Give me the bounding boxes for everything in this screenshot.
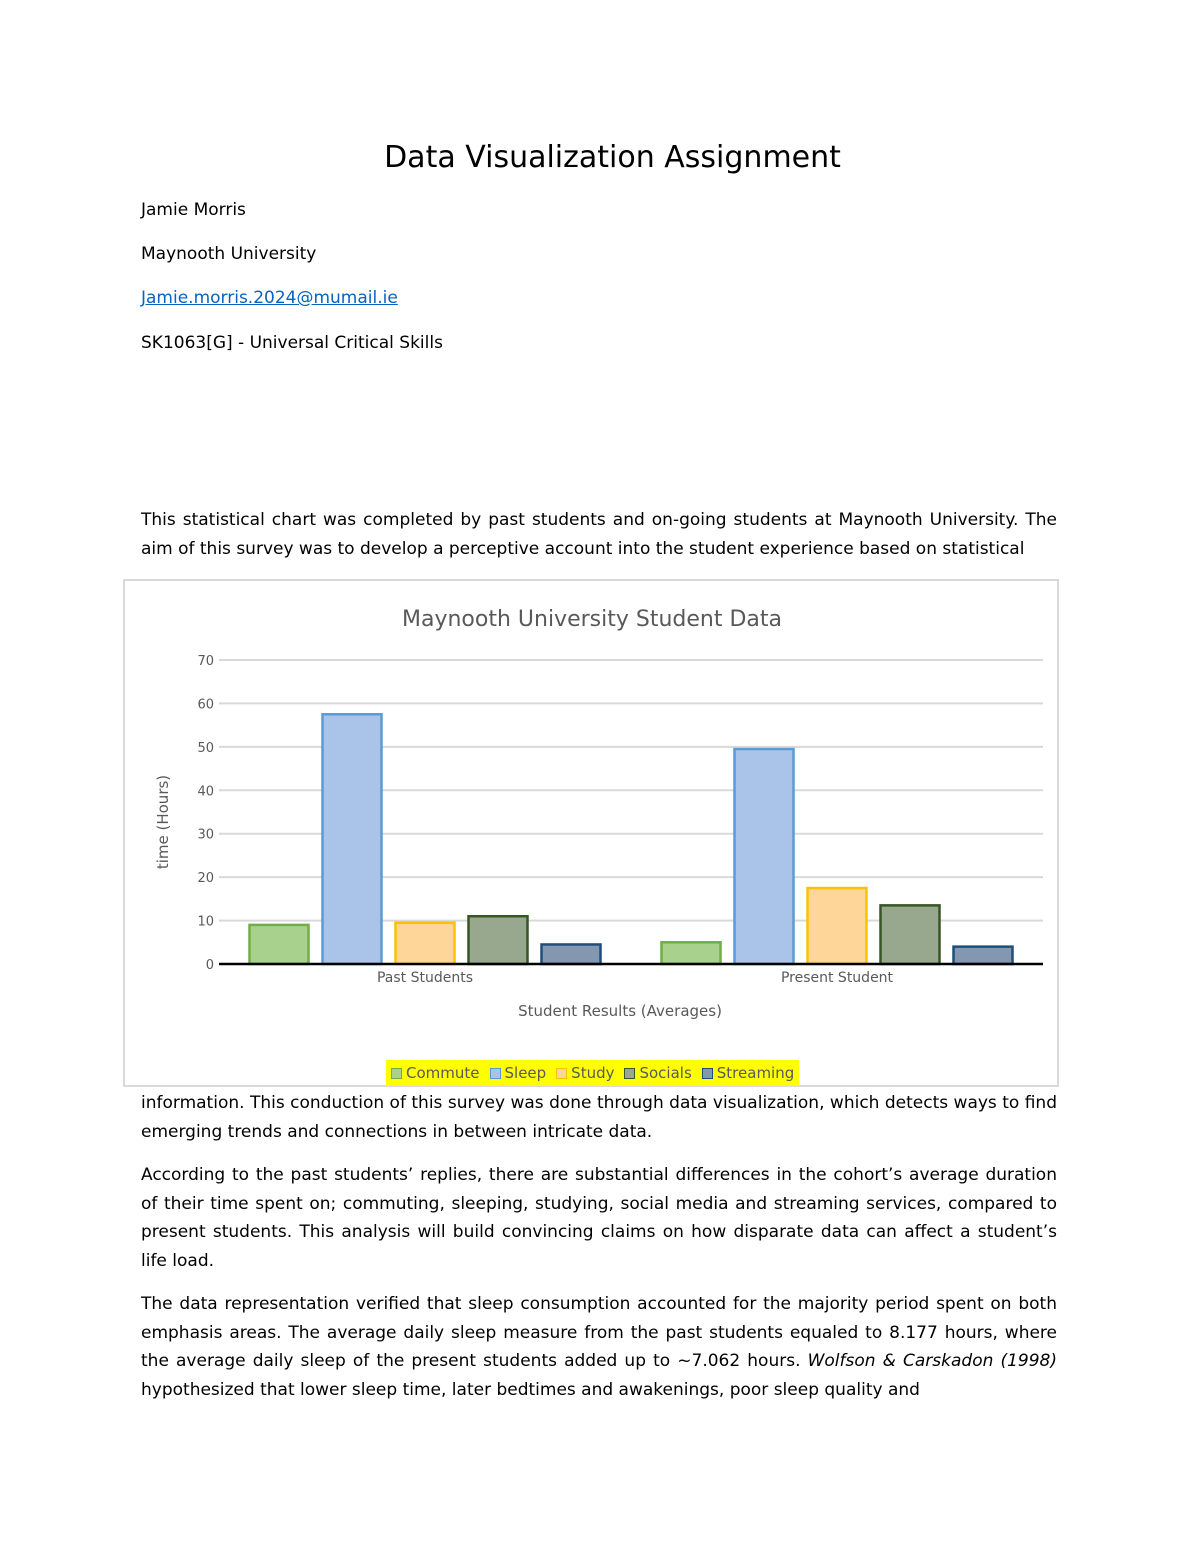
- legend-label: Commute: [406, 1064, 480, 1082]
- citation: Wolfson & Carskadon (1998): [807, 1351, 1057, 1371]
- y-tick-label: 0: [205, 958, 214, 973]
- y-axis-title: time (Hours): [154, 774, 172, 870]
- y-tick-label: 30: [197, 827, 214, 843]
- document-title: Data Visualization Assignment: [384, 140, 841, 175]
- chart-title: Maynooth University Student Data: [401, 607, 783, 632]
- bar-sleep-present: [735, 749, 794, 964]
- bar-socials-past: [469, 916, 528, 964]
- paragraph-3-start: The data representation verified that sleep consumption accounted for the majority period spent on both emphasis areas. The average daily sleep measure from the past students equaled to 8.177 hours, where the average daily sleep of the present students added up to ~7.062 hours.: [141, 1294, 1057, 1371]
- paragraph-2: According to the past students’ replies, there are substantial differences in the cohort’s average duration of their time spent on; commuting, sleeping, studying, social media and streaming services, compared to present students. This analysis will build convincing claims on how disparate data can affect a student’s life load.: [141, 1165, 1057, 1271]
- legend-label: Study: [571, 1064, 615, 1082]
- bar-streaming-present: [954, 947, 1013, 964]
- email-line: [141, 288, 398, 308]
- x-category-label: Present Student: [780, 970, 894, 986]
- legend-swatch: [624, 1068, 635, 1079]
- y-tick-label: 60: [197, 697, 214, 713]
- intro-paragraph: [141, 506, 1057, 578]
- legend-swatch: [556, 1068, 567, 1079]
- paragraph-3: [141, 1290, 1057, 1404]
- bar-streaming-past: [542, 944, 601, 964]
- bar-sleep-past: [323, 714, 382, 964]
- continue-paragraph: information. This conduction of this survey was done through data visualization, which detects ways to find emerging trends and connections in between intricate data.: [141, 1093, 1057, 1142]
- legend-label: Sleep: [504, 1064, 547, 1082]
- bar-study-present: [808, 888, 867, 964]
- legend-item-socials: [624, 1064, 691, 1082]
- x-category-label: Past Students: [376, 970, 474, 986]
- bar-chart: [123, 579, 1059, 1087]
- legend-label: Socials: [639, 1064, 692, 1082]
- y-tick-label: 50: [197, 740, 214, 756]
- chart-svg: [123, 579, 1059, 1087]
- paragraph-3-end: hypothesized that lower sleep time, later bedtimes and awakenings, poor sleep quality and: [141, 1379, 920, 1400]
- legend-item-streaming: [702, 1064, 794, 1082]
- x-axis-title: Student Results (Averages): [518, 1002, 722, 1020]
- y-tick-label: 10: [197, 914, 214, 930]
- y-tick-label: 20: [197, 871, 214, 887]
- email-link[interactable]: Jamie.morris.2024@mumail.ie: [141, 288, 398, 308]
- course-name: SK1063[G] - Universal Critical Skills: [141, 333, 443, 353]
- legend-swatch: [490, 1068, 501, 1079]
- body-text: [141, 1089, 1057, 1419]
- y-tick-label: 70: [197, 654, 214, 669]
- legend-item-sleep: [490, 1064, 547, 1082]
- university-name: Maynooth University: [141, 244, 317, 264]
- y-tick-label: 40: [197, 784, 214, 800]
- bar-socials-present: [881, 905, 940, 964]
- author-name: Jamie Morris: [141, 200, 246, 220]
- legend-swatch: [702, 1068, 713, 1079]
- legend-swatch: [391, 1068, 402, 1079]
- intro-text: This statistical chart was completed by past students and on-going students at Maynooth University. The aim of this survey was to develop a perceptive account into the student experience based on statistical: [141, 510, 1057, 559]
- legend-label: Streaming: [716, 1064, 795, 1082]
- chart-legend: [386, 1060, 799, 1086]
- legend-item-study: [556, 1064, 614, 1082]
- bar-study-past: [396, 923, 455, 964]
- bar-commute-present: [662, 942, 721, 964]
- bar-commute-past: [250, 925, 309, 964]
- legend-item-commute: [391, 1064, 480, 1082]
